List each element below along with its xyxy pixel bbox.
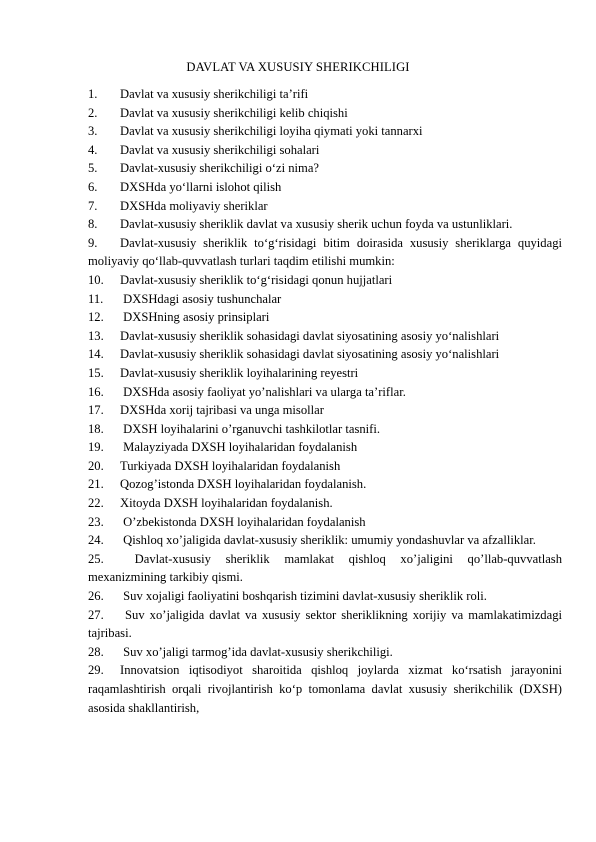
list-item-number: 13.: [88, 328, 104, 343]
list-item-text: Xitoyda DXSH loyihalaridan foydalanish.: [120, 496, 333, 511]
list-item-number: 15.: [88, 365, 104, 380]
list-item-text: Davlat-xususiy sheriklik to‘g‘risidagi bitim doirasida xususiy sheriklarga quyidagi moliyaviy qo‘llab-quvvatlash turlari taqdim etilishi mumkin:: [88, 235, 562, 269]
list-item-number: 11.: [88, 291, 104, 306]
page-title: DAVLAT VA XUSUSIY SHERIKCHILIGI: [186, 60, 410, 74]
list-item-text: Davlat va xususiy sherikchiligi sohalari: [120, 142, 320, 157]
list-item: [88, 420, 562, 439]
list-item-number: 18.: [88, 421, 104, 436]
list-item-number: 29.: [88, 663, 104, 678]
list-item: [88, 345, 562, 364]
list-item: [88, 197, 562, 216]
list-item: [88, 85, 562, 104]
list-item-number: 24.: [88, 533, 104, 548]
list-item-number: 28.: [88, 644, 104, 659]
list-item-number: 23.: [88, 514, 104, 529]
list-item-text: Davlat va xususiy sherikchiligi loyiha qiymati yoki tannarxi: [120, 124, 423, 139]
list-item-number: 6.: [88, 179, 98, 194]
list-item: [88, 122, 562, 141]
list-item: [88, 587, 562, 606]
list-item-text: Qishloq xo’jaligida davlat-xususiy sheriklik: umumiy yondashuvlar va afzalliklar.: [120, 533, 536, 548]
list-item-text: DXSHda xorij tajribasi va unga misollar: [120, 403, 324, 418]
list-item: [88, 606, 562, 643]
list-item-text: Suv xojaligi faoliyatini boshqarish tizimini davlat-xususiy sheriklik roli.: [120, 589, 487, 604]
list-item-number: 21.: [88, 477, 104, 492]
list-item-text: Davlat-xususiy sheriklik loyihalarining reyestri: [120, 365, 359, 380]
list-item-text: Davlat va xususiy sherikchiligi kelib chiqishi: [120, 105, 348, 120]
list-item: [88, 401, 562, 420]
list-item-text: Qozog’istonda DXSH loyihalaridan foydalanish.: [120, 477, 367, 492]
list-item: [88, 215, 562, 234]
list-item-number: 4.: [88, 142, 98, 157]
list-item-text: Davlat-xususiy sheriklik davlat va xususiy sherik uchun foyda va ustunliklari.: [120, 217, 513, 232]
list-item-text: Davlat va xususiy sherikchiligi ta’rifi: [120, 87, 309, 101]
list-item: [88, 457, 562, 476]
list-item-number: 10.: [88, 272, 104, 287]
list-item: [88, 643, 562, 662]
list-item-text: Davlat-xususiy sheriklik sohasidagi davlat siyosatining asosiy yo‘nalishlari: [120, 347, 500, 362]
list-item-number: 19.: [88, 440, 104, 455]
list-item-number: 25.: [88, 551, 104, 566]
list-item: [88, 438, 562, 457]
list-item-number: 17.: [88, 403, 104, 418]
list-item: [88, 513, 562, 532]
list-item-text: DXSHda asosiy faoliyat yo’nalishlari va ularga ta’riflar.: [120, 384, 406, 399]
topic-list: [88, 85, 562, 717]
list-item-text: Davlat-xususiy sheriklik sohasidagi davlat siyosatining asosiy yo‘nalishlari: [120, 328, 500, 343]
list-item: [88, 159, 562, 178]
list-item-text: Davlat-xususiy sherikchiligi o‘zi nima?: [120, 161, 320, 176]
list-item-number: 22.: [88, 496, 104, 511]
list-item-number: 5.: [88, 161, 98, 176]
list-item: [88, 141, 562, 160]
list-item: [88, 364, 562, 383]
list-item: [88, 661, 562, 717]
list-item: [88, 327, 562, 346]
list-item: [88, 234, 562, 271]
list-item: [88, 494, 562, 513]
list-item-text: Davlat-xususiy sheriklik to‘g‘risidagi qonun hujjatlari: [120, 272, 393, 287]
list-item-number: 3.: [88, 124, 98, 139]
list-item-text: DXSHda yo‘llarni islohot qilish: [120, 179, 282, 194]
list-item-text: Turkiyada DXSH loyihalaridan foydalanish: [120, 458, 341, 473]
list-item: [88, 475, 562, 494]
list-item-number: 20.: [88, 458, 104, 473]
list-item: [88, 271, 562, 290]
list-item: [88, 104, 562, 123]
list-item-text: Davlat-xususiy sheriklik mamlakat qishloq xo’jaligini qo’llab-quvvatlash mexanizmining tarkibiy qismi.: [88, 551, 562, 585]
list-item-text: Suv xo’jaligi tarmog’ida davlat-xususiy sherikchiligi.: [120, 644, 393, 659]
list-item-text: Malayziyada DXSH loyihalaridan foydalanish: [120, 440, 358, 455]
list-item: [88, 308, 562, 327]
list-item-number: 1.: [88, 87, 98, 101]
list-item-number: 8.: [88, 217, 98, 232]
list-item-number: 9.: [88, 235, 98, 250]
list-item: [88, 531, 562, 550]
list-item-number: 7.: [88, 198, 98, 213]
list-item: [88, 383, 562, 402]
list-item: [88, 550, 562, 587]
list-item-number: 26.: [88, 589, 104, 604]
list-item-number: 12.: [88, 310, 104, 325]
list-item-number: 14.: [88, 347, 104, 362]
list-item-text: DXSH loyihalarini o’rganuvchi tashkilotlar tasnifi.: [120, 421, 380, 436]
list-item-text: DXSHning asosiy prinsiplari: [120, 310, 270, 325]
list-item-number: 27.: [88, 607, 104, 622]
list-item-text: DXSHdagi asosiy tushunchalar: [120, 291, 282, 306]
list-item-number: 2.: [88, 105, 98, 120]
list-item-text: O’zbekistonda DXSH loyihalaridan foydalanish: [120, 514, 366, 529]
list-item-text: Innovatsion iqtisodiyot sharoitida qishloq joylarda xizmat ko‘rsatish jarayonini raqamlashtirish orqali rivojlantirish ko‘p tomonlama davlat xususiy sherikchilik (DXSH) asosida shakllantirish,: [88, 663, 562, 715]
list-item-number: 16.: [88, 384, 104, 399]
list-item: [88, 290, 562, 309]
list-item-text: DXSHda moliyaviy sheriklar: [120, 198, 268, 213]
list-item-text: Suv xo’jaligida davlat va xususiy sektor sheriklikning xorijiy va mamlakatimizdagi tajribasi.: [88, 607, 562, 641]
list-item: [88, 178, 562, 197]
